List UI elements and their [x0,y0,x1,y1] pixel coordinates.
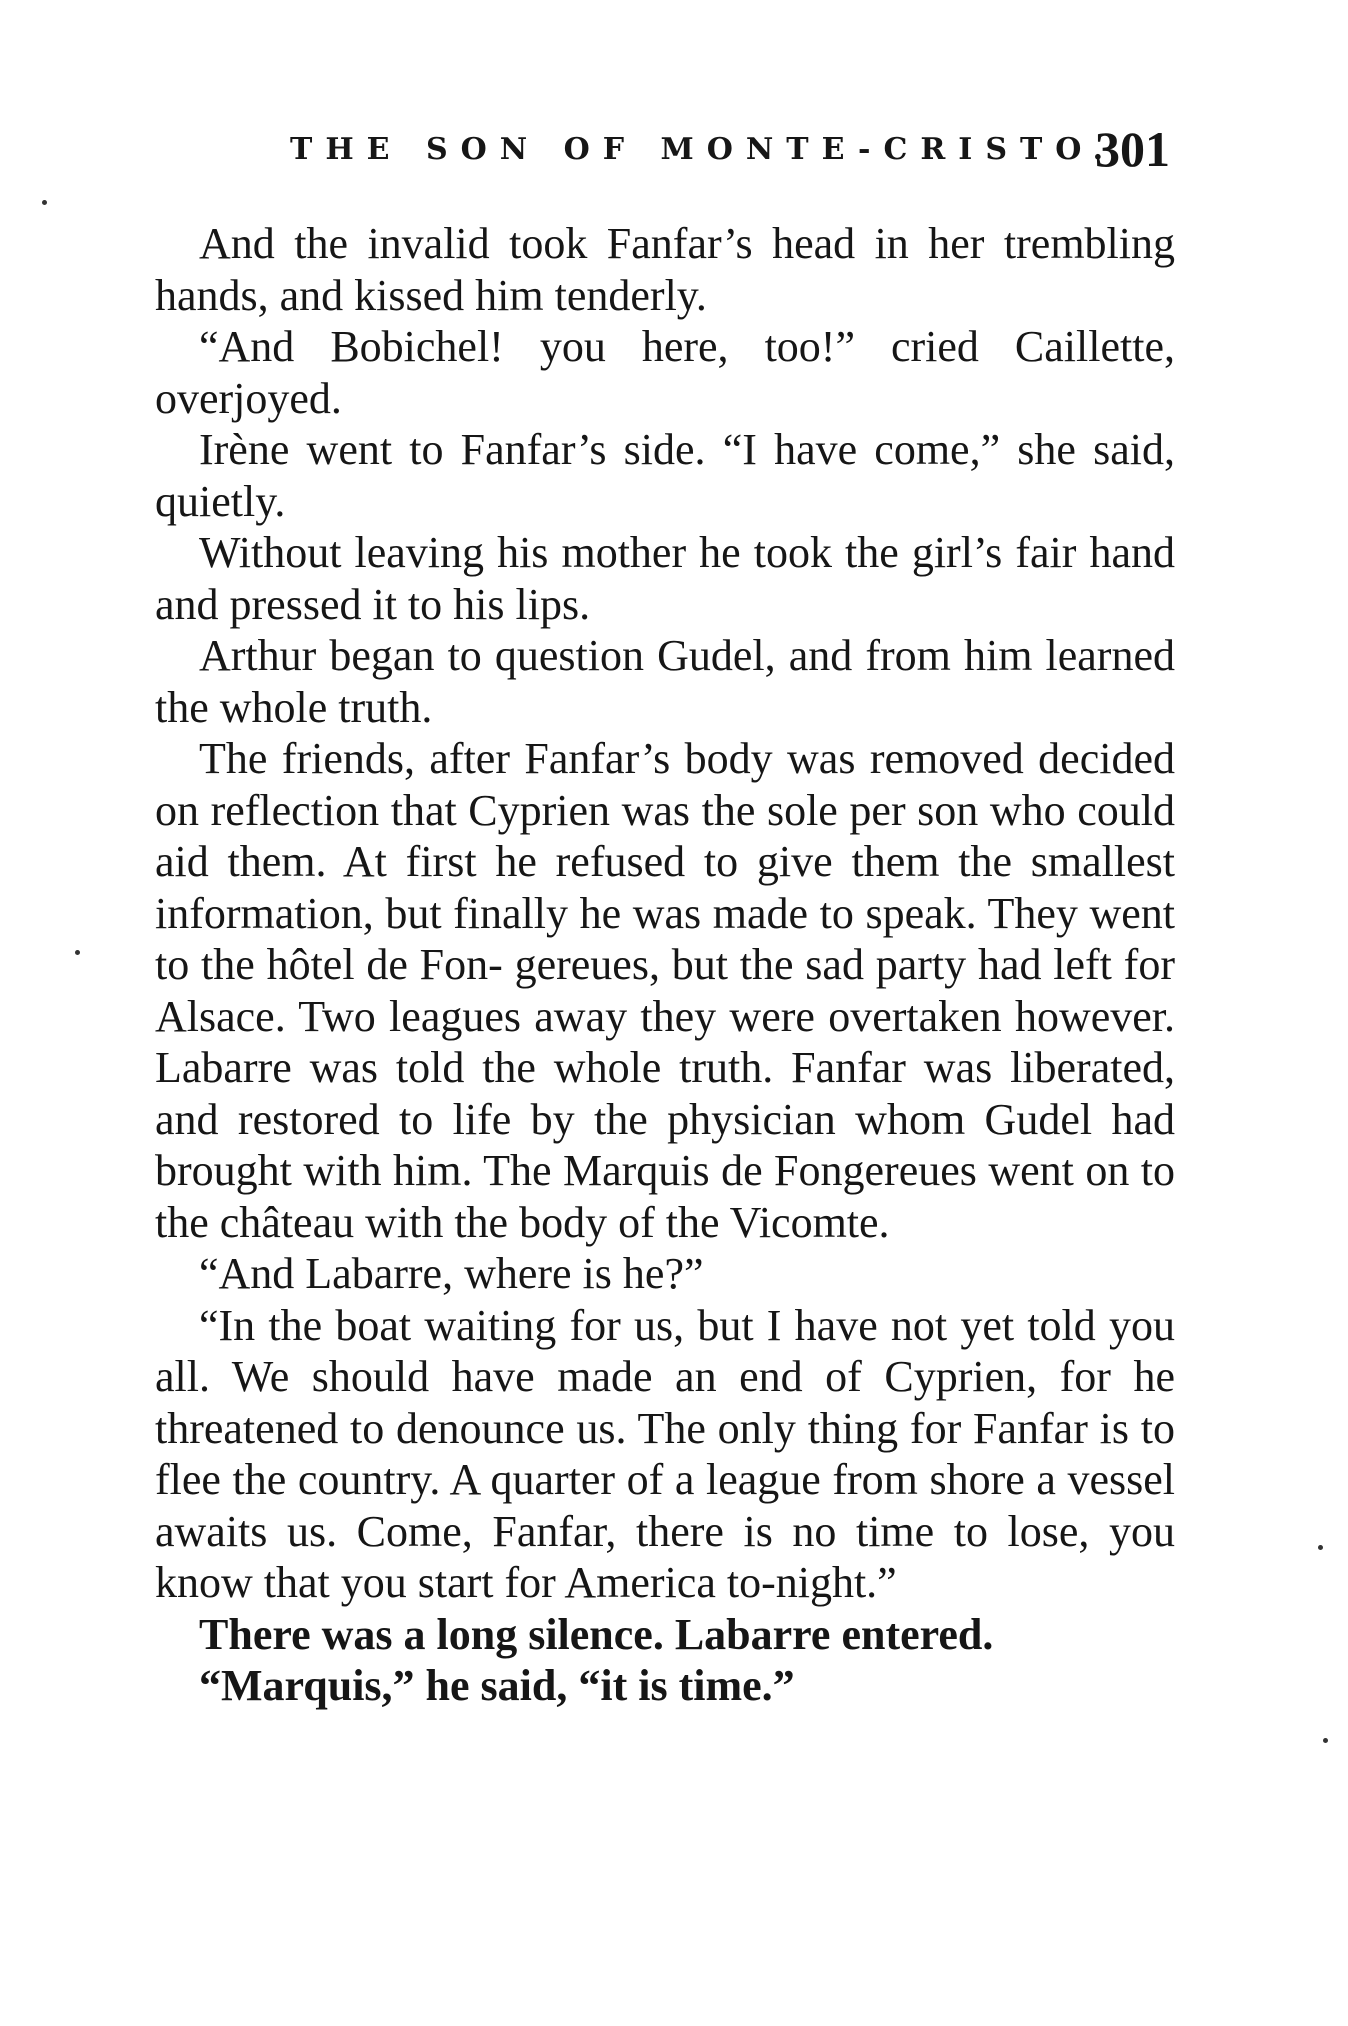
print-speck [75,950,80,955]
paragraph: “In the boat waiting for us, but I have not yet told you all. We should have made an end of Cyprien, for he threatened to denounce us. The only thing for Fanfar is to flee the country. A quarter of a league from shore a vessel awaits us. Come, Fanfar, there is no time to lose, you know that you start for America to-night.” [155,1300,1175,1607]
paragraph: Irène went to Fanfar’s side. “I have come,” she said, quietly. [155,425,1175,526]
paragraph: “And Labarre, where is he?” [199,1249,704,1298]
print-speck [42,200,47,205]
paragraph: And the invalid took Fanfar’s head in her trembling hands, and kissed him tenderly. [155,219,1175,320]
text-body [155,218,1175,1712]
paragraph: The friends, after Fanfar’s body was removed decided on reflection that Cyprien was the sole per son who could aid them. At first he refused to give them the smallest information, but finally he was made to speak. They went to the hôtel de Fon- gereues, but the sad party had left for Alsace. Two leagues away they were overtaken however. Labarre was told the whole truth. Fanfar was liberated, and restored to life by the physician whom Gudel had brought with him. The Marquis de Fongereues went on to the château with the body of the Vicomte. [155,734,1175,1247]
paragraph: Arthur began to question Gudel, and from him learned the whole truth. [155,631,1175,732]
paragraph: “And Bobichel! you here, too!” cried Caillette, overjoyed. [155,322,1175,423]
paragraph: There was a long silence. Labarre entered. [199,1609,994,1659]
paragraph: Without leaving his mother he took the girl’s fair hand and pressed it to his lips. [155,528,1175,629]
print-speck [1318,1545,1323,1550]
print-speck [1323,1738,1328,1743]
page-number: 301 [1095,121,1170,177]
running-header [290,120,1190,180]
paragraph: “Marquis,” he said, “it is time.” [199,1661,795,1710]
running-title: THE SON OF MONTE-CRISTO. [290,132,1117,167]
